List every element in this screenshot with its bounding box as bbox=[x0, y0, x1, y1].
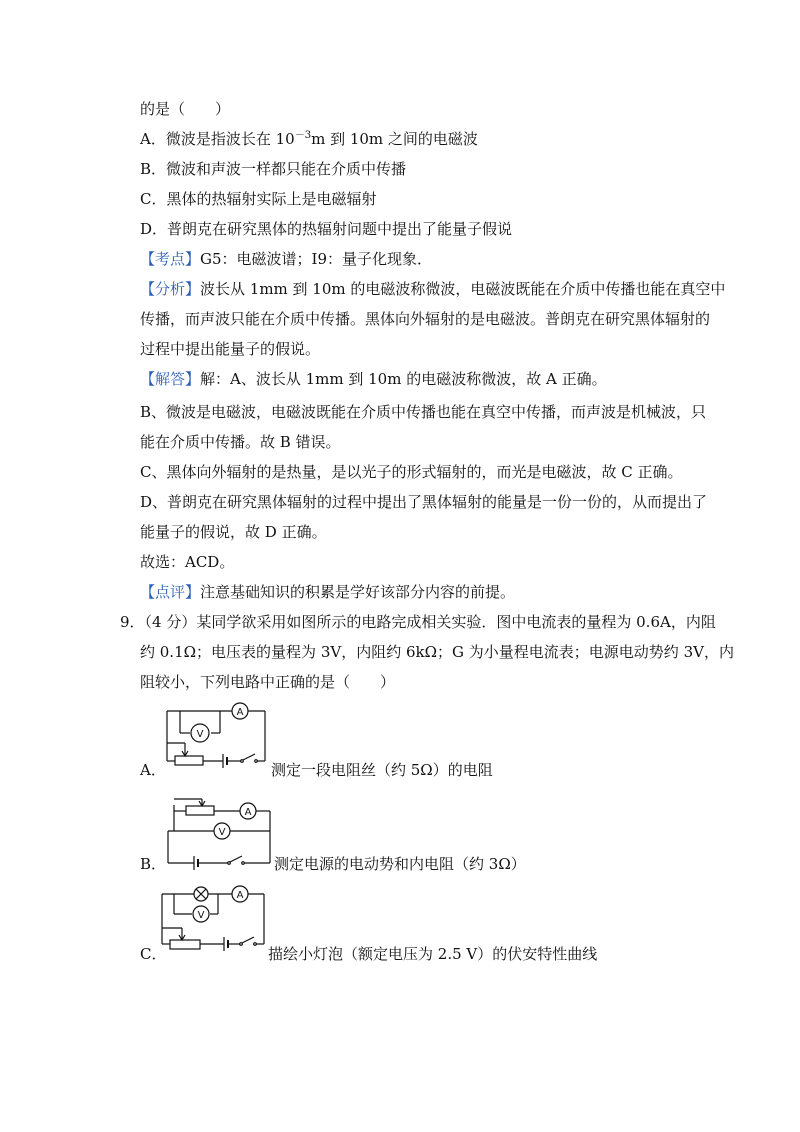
rheostat-icon bbox=[186, 806, 214, 815]
q8-jieda-1: 【解答】解：A、波长从 1mm 到 10m 的电磁波称微波，故 A 正确。 bbox=[140, 370, 607, 388]
q8-stem-tail: 的是（ ） bbox=[140, 100, 231, 118]
q9-option-a-caption: 测定一段电阻丝（约 5Ω）的电阻 bbox=[271, 761, 493, 779]
q8-fenxi-3: 过程中提出能量子的假说。 bbox=[140, 340, 321, 358]
q8-jieda-4: C、黑体向外辐射的是热量，是以光子的形式辐射的，而光是电磁波，故 C 正确。 bbox=[140, 463, 683, 481]
q9-option-a-label: A． bbox=[140, 761, 166, 779]
ammeter-label: A bbox=[236, 890, 244, 901]
voltmeter-label: V bbox=[196, 729, 204, 740]
q9-option-b-label: B． bbox=[140, 855, 167, 873]
battery-icon bbox=[223, 754, 227, 768]
q9-circuit-c bbox=[160, 884, 266, 956]
q8-jieda-6: 能量子的假说，故 D 正确。 bbox=[140, 523, 327, 541]
q8-kaodian: 【考点】G5：电磁波谱；I9：量子化现象． bbox=[140, 250, 433, 268]
battery-icon bbox=[224, 937, 228, 951]
q9-stem-3: 阻较小，下列电路中正确的是（ ） bbox=[140, 673, 396, 691]
voltmeter-label: V bbox=[218, 827, 226, 838]
switch-icon bbox=[241, 754, 258, 762]
lamp-icon bbox=[194, 887, 208, 901]
voltmeter-label: V bbox=[197, 910, 205, 921]
q8-jieda-3: 能在介质中传播。故 B 错误。 bbox=[140, 433, 341, 451]
q9-circuit-b bbox=[166, 795, 272, 867]
q8-jieda-5: D、普朗克在研究黑体辐射的过程中提出了黑体辐射的能量是一份一份的，从而提出了 bbox=[140, 493, 708, 511]
q9-stem-1: 9．（4 分）某同学欲采用如图所示的电路完成相关实验．图中电流表的量程为 0.6A，内阻 bbox=[120, 613, 716, 631]
switch-icon bbox=[240, 937, 257, 945]
q8-option-b: B．微波和声波一样都只能在介质中传播 bbox=[140, 160, 407, 178]
q8-option-d: D．普朗克在研究黑体的热辐射问题中提出了能量子假说 bbox=[140, 220, 513, 238]
q8-answer: 故选：ACD。 bbox=[140, 553, 235, 571]
rheostat-icon bbox=[170, 940, 200, 949]
rheostat-icon bbox=[175, 756, 203, 765]
q9-option-c-label: C． bbox=[140, 945, 167, 963]
q9-option-c-caption: 描绘小灯泡（额定电压为 2.5 V）的伏安特性曲线 bbox=[268, 945, 598, 963]
ammeter-label: A bbox=[236, 707, 244, 718]
q8-option-a: A．微波是指波长在 $10^{-3}m$ 到 10m 之间的电磁波 bbox=[140, 130, 478, 148]
q8-dianping: 【点评】注意基础知识的积累是学好该部分内容的前提。 bbox=[140, 583, 516, 601]
q9-circuit-a bbox=[165, 703, 267, 773]
ammeter-label: A bbox=[244, 807, 252, 818]
q8-fenxi-2: 传播，而声波只能在介质中传播。黑体向外辐射的是电磁波。普朗克在研究黑体辐射的 bbox=[140, 310, 711, 328]
q8-jieda-2: B、微波是电磁波，电磁波既能在介质中传播也能在真空中传播，而声波是机械波，只 bbox=[140, 403, 707, 421]
q8-fenxi-1: 【分析】波长从 1mm 到 10m 的电磁波称微波，电磁波既能在介质中传播也能在真空中 bbox=[140, 280, 726, 298]
q9-stem-2: 约 0.1Ω；电压表的量程为 3V，内阻约 6kΩ；G 为小量程电流表；电源电动势约 3V，内 bbox=[140, 643, 734, 661]
q8-option-c: C．黑体的热辐射实际上是电磁辐射 bbox=[140, 190, 377, 208]
battery-icon bbox=[194, 856, 198, 870]
switch-icon bbox=[228, 856, 245, 864]
q9-option-b-caption: 测定电源的电动势和内电阻（约 3Ω） bbox=[274, 855, 526, 873]
